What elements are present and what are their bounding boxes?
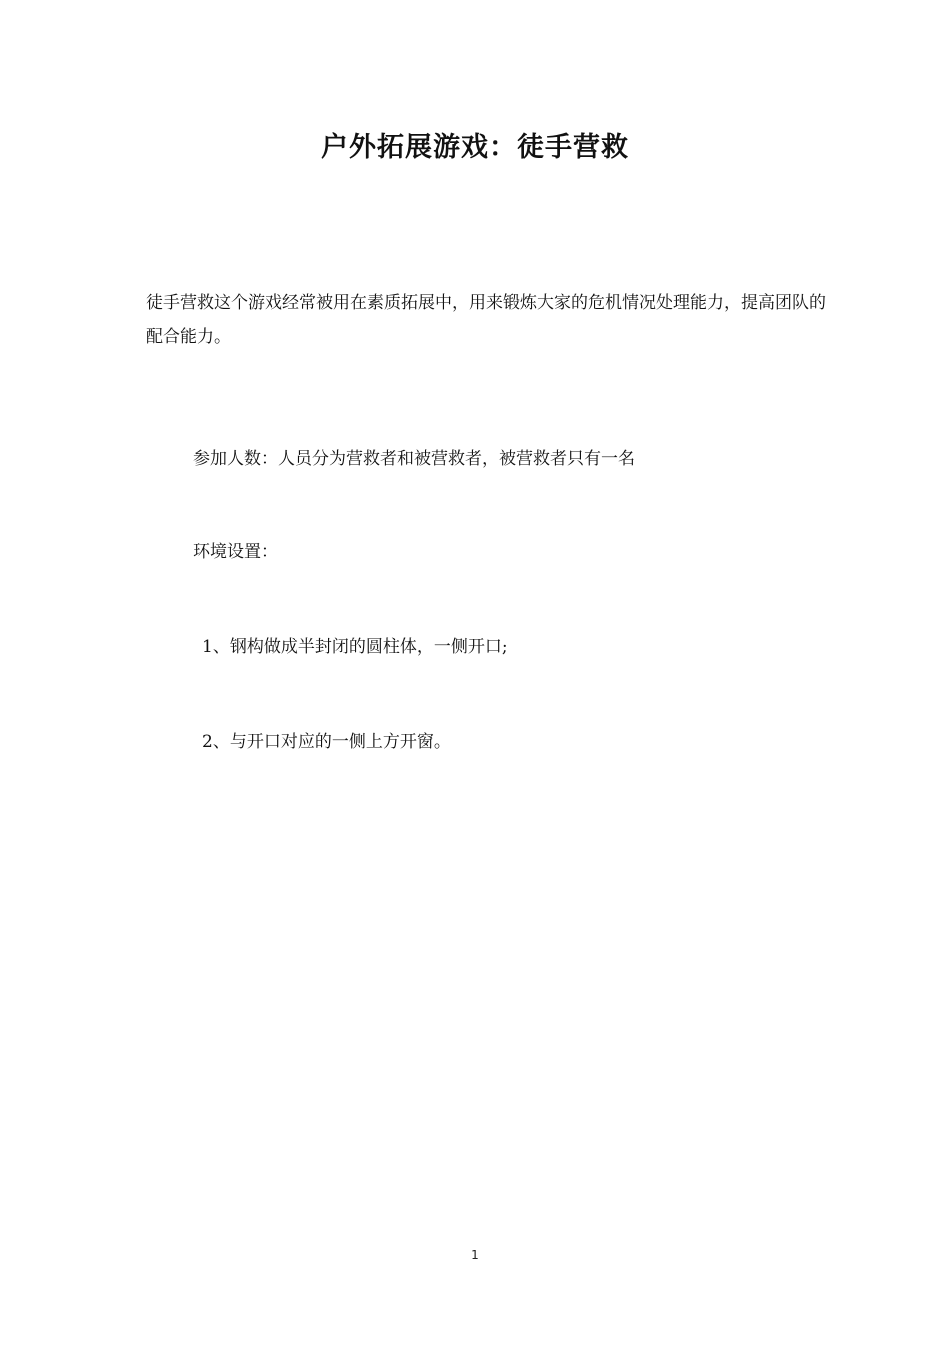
environment-item-2: 2、与开口对应的一侧上方开窗。	[202, 732, 451, 752]
intro-paragraph: 徒手营救这个游戏经常被用在素质拓展中，用来锻炼大家的危机情况处理能力，提高团队的配合能力。	[146, 293, 826, 347]
document-title: 户外拓展游戏：徒手营救	[321, 132, 629, 163]
page-number: 1	[471, 1248, 479, 1262]
participants-paragraph: 参加人数：人员分为营救者和被营救者，被营救者只有一名	[193, 449, 635, 469]
environment-heading: 环境设置：	[193, 542, 278, 562]
environment-item-1: 1、钢构做成半封闭的圆柱体，一侧开口;	[202, 637, 508, 657]
